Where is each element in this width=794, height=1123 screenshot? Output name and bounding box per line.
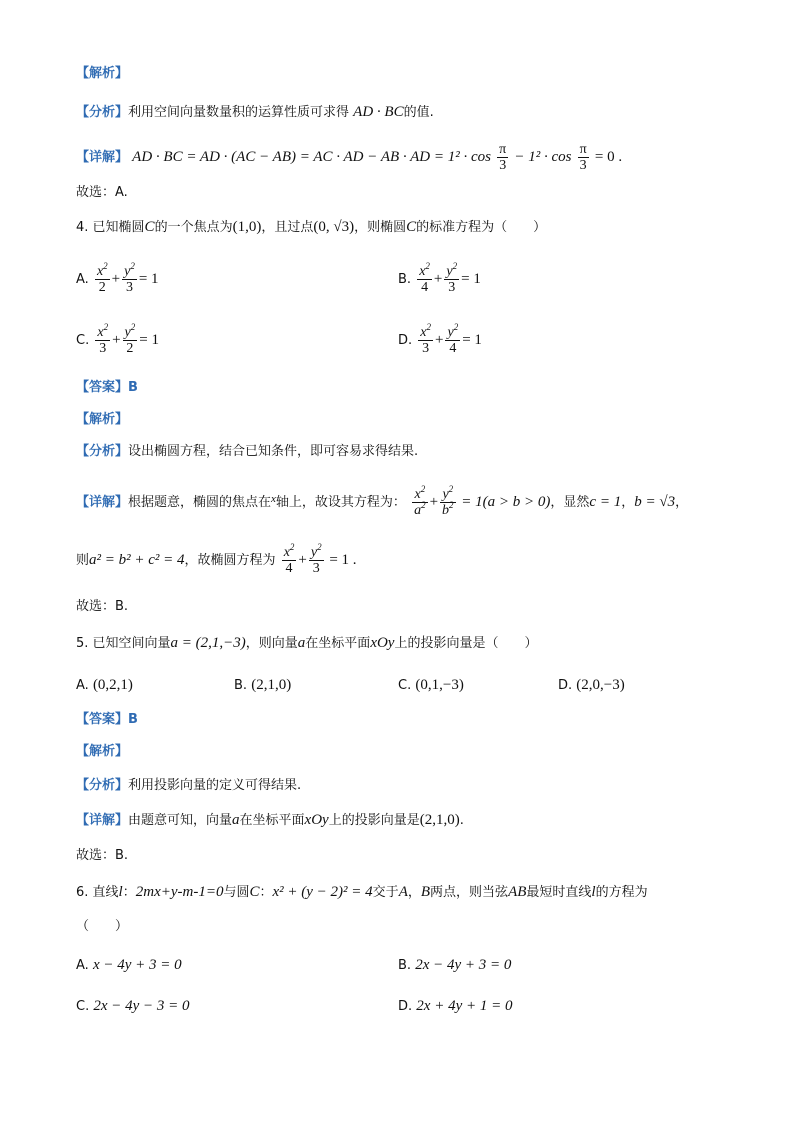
q3-pi-over-3-a: $\frac{\pi}{3}$ <box>499 142 507 173</box>
q3-fenxi-expr: AD · BC <box>353 104 404 120</box>
q5-option-b[interactable]: B. (2,1,0) <box>234 677 292 693</box>
q5-jiexi: 【解析】 <box>76 744 129 759</box>
q6-stem: 6. 直线l：2mx+y-m-1=0与圆C：x² + (y − 2)² = 4交于A，B两点，则当弦AB最短时直线l的方程为 <box>76 884 648 900</box>
q4-option-c[interactable]: C. $\frac{x^2}{3}$ + $\frac{y^2}{2}$ = 1 <box>76 322 159 356</box>
q4-fenxi: 【分析】设出椭圆方程，结合已知条件，即可容易求得结果. <box>76 444 419 459</box>
q4-guxuan: 故选：B. <box>76 599 129 614</box>
q6-option-d[interactable]: D. 2x + 4y + 1 = 0 <box>398 998 513 1014</box>
q4-xiangjie: 【详解】根据题意，椭圆的焦点在$^x$轴上，故设其方程为： $\frac{x^2}{a^2}$ + $\frac{y^2}{b^2}$ = 1(a > b > 0)，显然c = 1，b = √3， <box>76 484 689 518</box>
q3-fenxi: 【分析】利用空间向量数量积的运算性质可求得 AD · BC的值. <box>76 104 434 120</box>
q5-answer: 【答案】B <box>76 712 138 727</box>
q4-option-b[interactable]: B. $\frac{x^2}{4}$ + $\frac{y^2}{3}$ = 1 <box>398 261 481 295</box>
q5-option-d[interactable]: D. (2,0,−3) <box>558 677 625 693</box>
q3-xiangjie: 【详解】 AD · BC = AD · (AC − AB) = AC · AD − AB · AD = 1² · cos $\frac{\pi}{3}$ − 1² · cos $\frac{\pi}{3}$ = 0 . <box>76 142 623 173</box>
q6-paren: （ ） <box>76 919 129 934</box>
q3-xiangjie-expr: AD · BC = AD · (AC − AB) = AC · AD − AB · AD = 1² · cos <box>132 149 492 165</box>
q6-option-a[interactable]: A. x − 4y + 3 = 0 <box>76 957 182 973</box>
q4-option-d[interactable]: D. $\frac{x^2}{3}$ + $\frac{y^2}{4}$ = 1 <box>398 322 482 356</box>
q4-jiexi: 【解析】 <box>76 412 129 427</box>
q5-option-a[interactable]: A. (0,2,1) <box>76 677 133 693</box>
q3-pi-over-3-b: $\frac{\pi}{3}$ <box>579 142 587 173</box>
q6-option-b[interactable]: B. 2x − 4y + 3 = 0 <box>398 957 512 973</box>
q6-option-c[interactable]: C. 2x − 4y − 3 = 0 <box>76 998 190 1014</box>
q3-jiexi: 【解析】 <box>76 66 129 81</box>
q4-option-a[interactable]: A. $\frac{x^2}{2}$ + $\frac{y^2}{3}$ = 1 <box>76 261 159 295</box>
q5-xiangjie: 【详解】由题意可知，向量a在坐标平面xOy上的投影向量是(2,1,0). <box>76 812 464 828</box>
q4-answer: 【答案】B <box>76 380 138 395</box>
q5-stem: 5. 已知空间向量a = (2,1,−3)，则向量a在坐标平面xOy上的投影向量是（ ） <box>76 635 538 651</box>
q5-guxuan: 故选：B. <box>76 848 129 863</box>
q5-fenxi: 【分析】利用投影向量的定义可得结果. <box>76 778 302 793</box>
q4-stem: 4. 已知椭圆C的一个焦点为(1,0)，且过点(0, √3)，则椭圆C的标准方程为（ ） <box>76 219 547 235</box>
q5-option-c[interactable]: C. (0,1,−3) <box>398 677 464 693</box>
q4-xiangjie-line2: 则a² = b² + c² = 4，故椭圆方程为 $\frac{x^2}{4}$ + $\frac{y^2}{3}$ = 1 . <box>76 542 357 576</box>
q3-guxuan: 故选：A. <box>76 185 128 200</box>
